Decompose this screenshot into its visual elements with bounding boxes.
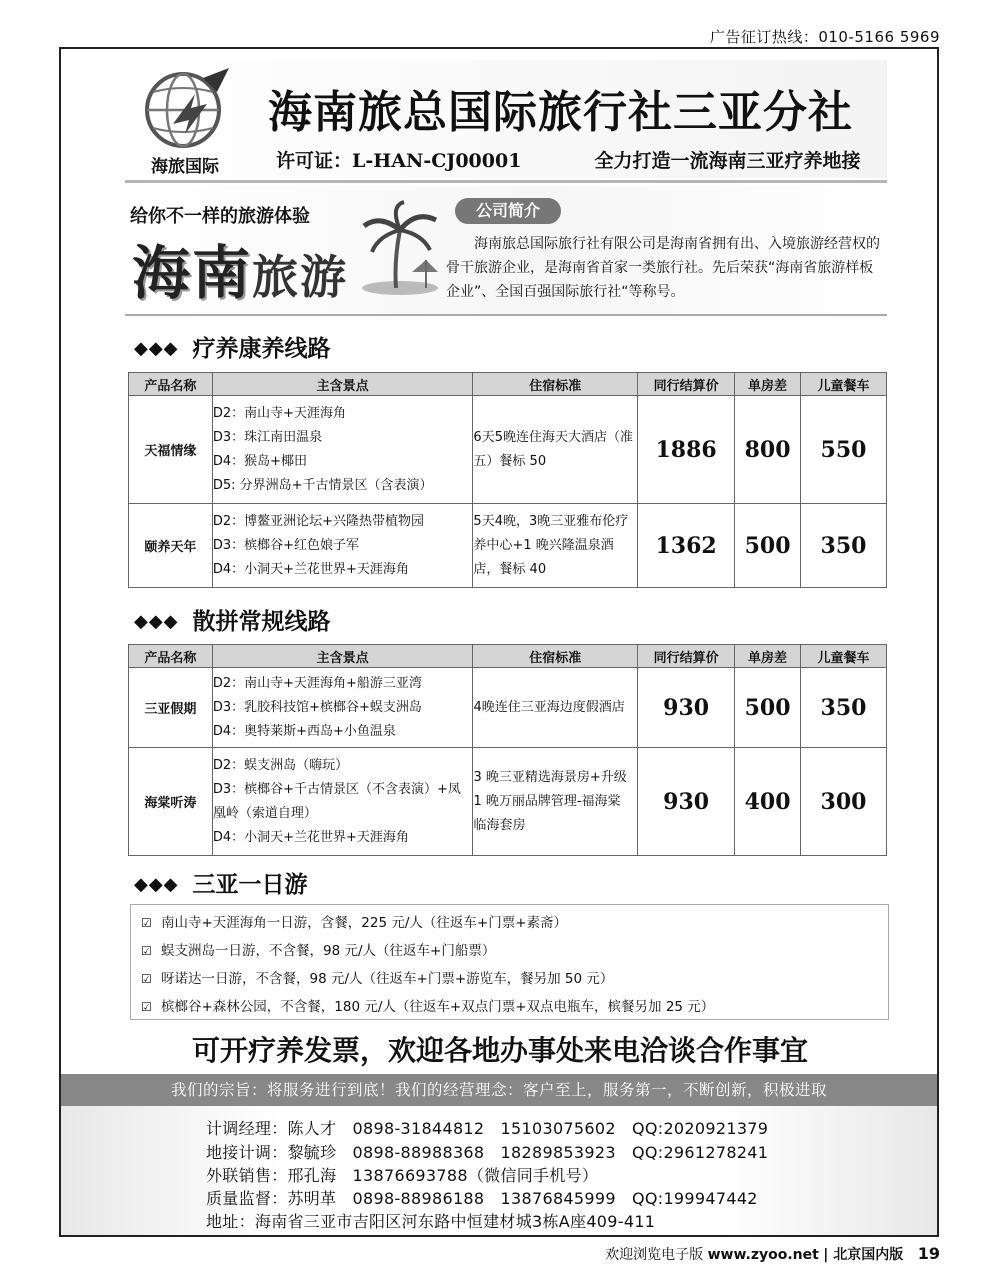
company-intro-text: 海南旅总国际旅行社有限公司是海南省拥有出、入境旅游经营权的骨干旅游企业，是海南省首家一类旅行社。先后荣获“海南省旅游样板企业”、全国百强国际旅行社“等称号。	[446, 236, 880, 300]
list-item	[141, 993, 888, 1021]
attraction-line: D3：槟榔谷+千古情景区（不含表演）+凤凰岭（索道自理）	[212, 781, 461, 821]
attraction-line: D3：珠江南田温泉	[212, 429, 323, 445]
contact-line: 外联销售：邢孔海 13876693788（微信同手机号）	[206, 1166, 599, 1185]
intro-divider	[125, 314, 887, 316]
attraction-line: D5: 分界洲岛+千古情景区（含表演）	[212, 477, 433, 493]
table-row	[129, 396, 887, 504]
page-footer	[605, 1244, 940, 1264]
checkbox-icon: ☑	[141, 944, 152, 958]
product-name: 海棠听涛	[129, 748, 213, 856]
col-header: 产品名称	[129, 645, 213, 668]
single-supplement: 800	[735, 396, 801, 504]
contact-line: 质量监督：苏明革 0898-88986188 13876845999 QQ:199947442	[206, 1189, 758, 1208]
regular-routes-table	[128, 644, 887, 856]
diamond-marker: ◆◆◆	[134, 338, 179, 359]
peer-price: 1886	[638, 396, 735, 504]
globe-arrow-icon	[133, 64, 237, 156]
section-title-text: 疗养康养线路	[192, 335, 331, 362]
single-supplement: 400	[735, 748, 801, 856]
page-number: 19	[917, 1244, 940, 1263]
col-header: 同行结算价	[638, 373, 735, 396]
col-header: 住宿标准	[473, 645, 638, 668]
col-header: 单房差	[735, 645, 801, 668]
col-header: 主含景点	[212, 373, 473, 396]
hotel-cell: 3 晚三亚精选海景房+升级 1 晚万丽品牌管理-福海棠 临海套房	[473, 748, 638, 856]
list-item	[141, 965, 888, 993]
attraction-line: D3：槟榔谷+红色娘子军	[212, 537, 360, 553]
company-name: 海南旅总国际旅行社三亚分社	[268, 87, 853, 138]
list-item	[141, 937, 888, 965]
hotel-cell: 5天4晚，3晚三亚雅布伦疗养中心+1 晚兴隆温泉酒店，餐标 40	[473, 504, 638, 588]
col-header: 单房差	[735, 373, 801, 396]
address-line: 地址：海南省三亚市吉阳区河东路中恒建材城3栋A座409-411	[206, 1212, 656, 1231]
section-title-daytrip	[134, 866, 308, 899]
hotel-cell: 4晚连住三亚海边度假酒店	[473, 668, 638, 748]
website-link[interactable]: www.zyoo.net	[707, 1247, 819, 1263]
palm-tree-icon	[360, 200, 440, 296]
edition-label: | 北京国内版	[823, 1247, 904, 1263]
attractions-cell	[212, 396, 473, 504]
section-title-wellness	[134, 330, 331, 363]
col-header: 儿童餐车	[801, 645, 887, 668]
col-header: 住宿标准	[473, 373, 638, 396]
table-header-row	[129, 645, 887, 668]
company-intro-badge: 公司简介	[455, 198, 561, 224]
section-title-text: 散拼常规线路	[192, 608, 331, 635]
day-trip-text: 槟榔谷+森林公园，不含餐，180 元/人（往返车+双点门票+双点电瓶车，槟餐另加 25 元）	[161, 999, 715, 1015]
peer-price: 1362	[638, 504, 735, 588]
product-name: 三亚假期	[129, 668, 213, 748]
checkbox-icon: ☑	[141, 1000, 152, 1014]
banner-text-1: 海南	[132, 239, 253, 307]
contacts-block	[61, 1106, 937, 1235]
col-header: 儿童餐车	[801, 373, 887, 396]
license-number: L-HAN-CJ00001	[352, 150, 522, 172]
diamond-marker: ◆◆◆	[134, 611, 179, 632]
attraction-line: D2：博鳌亚洲论坛+兴隆热带植物园	[212, 513, 425, 529]
wellness-routes-table	[128, 372, 887, 588]
day-trip-text: 蜈支洲岛一日游，不含餐，98 元/人（往返车+门船票）	[161, 943, 496, 959]
diamond-marker: ◆◆◆	[134, 874, 179, 895]
section-title-text: 三亚一日游	[192, 871, 308, 898]
attractions-cell	[212, 748, 473, 856]
attractions-cell	[212, 504, 473, 588]
product-name: 天福情缘	[129, 396, 213, 504]
hainan-banner	[132, 226, 348, 310]
license-label: 许可证：	[276, 150, 353, 172]
contact-line: 计调经理：陈人才 0898-31844812 15103075602 QQ:2020921379	[206, 1119, 769, 1138]
col-header: 产品名称	[129, 373, 213, 396]
day-trip-list	[131, 905, 888, 1021]
peer-price: 930	[638, 748, 735, 856]
child-meal-bus: 350	[801, 504, 887, 588]
attraction-line: D4：小洞天+兰花世界+天涯海角	[212, 829, 409, 845]
peer-price: 930	[638, 668, 735, 748]
table-row	[129, 504, 887, 588]
checkbox-icon: ☑	[141, 972, 152, 986]
attraction-line: D2：南山寺+天涯海角	[212, 405, 347, 421]
day-trip-text: 呀诺达一日游，不含餐，98 元/人（往返车+门票+游览车，餐另加 50 元）	[161, 971, 614, 987]
single-supplement: 500	[735, 504, 801, 588]
child-meal-bus: 550	[801, 396, 887, 504]
call-to-action: 可开疗养发票，欢迎各地办事处来电洽谈合作事宜	[191, 1034, 808, 1067]
slogan: 给你不一样的旅游体验	[130, 206, 310, 227]
tagline: 全力打造一流海南三亚疗养地接	[594, 150, 861, 172]
col-header: 同行结算价	[638, 645, 735, 668]
mission-bar: 我们的宗旨：将服务进行到底！我们的经营理念：客户至上，服务第一，不断创新，积极进取	[61, 1074, 937, 1106]
list-item	[141, 909, 888, 937]
day-trip-text: 南山寺+天涯海角一日游，含餐，225 元/人（往返车+门票+素斋）	[161, 915, 568, 931]
attractions-cell	[212, 668, 473, 748]
col-header: 主含景点	[212, 645, 473, 668]
table-row	[129, 748, 887, 856]
logo-text: 海旅国际	[151, 157, 219, 177]
attraction-line: D2：南山寺+天涯海角+船游三亚湾	[212, 675, 422, 691]
banner-text-2: 旅游	[252, 250, 349, 304]
product-name: 颐养天年	[129, 504, 213, 588]
attraction-line: D4：奥特莱斯+西岛+小鱼温泉	[212, 723, 396, 739]
license-line	[276, 146, 861, 173]
section-title-regular	[134, 603, 331, 636]
attraction-line: D4：猴岛+椰田	[212, 453, 308, 469]
footer-text: 欢迎浏览电子版	[605, 1247, 704, 1263]
attraction-line: D4：小洞天+兰花世界+天涯海角	[212, 561, 409, 577]
ad-hotline: 广告征订热线：010-5166 5969	[709, 28, 940, 46]
contact-line: 地接计调：黎毓珍 0898-88988368 18289853923 QQ:2961278241	[206, 1143, 769, 1162]
company-logo	[125, 60, 245, 178]
single-supplement: 500	[735, 668, 801, 748]
table-row	[129, 668, 887, 748]
hotel-cell: 6天5晚连住海天大酒店（准五）餐标 50	[473, 396, 638, 504]
checkbox-icon: ☑	[141, 916, 152, 930]
attraction-line: D2：蜈支洲岛（嗨玩）	[212, 757, 349, 773]
header-divider	[125, 180, 887, 183]
child-meal-bus: 350	[801, 668, 887, 748]
day-trip-list-box	[130, 904, 889, 1020]
attraction-line: D3：乳胶科技馆+槟榔谷+蜈支洲岛	[212, 699, 422, 715]
child-meal-bus: 300	[801, 748, 887, 856]
table-header-row	[129, 373, 887, 396]
